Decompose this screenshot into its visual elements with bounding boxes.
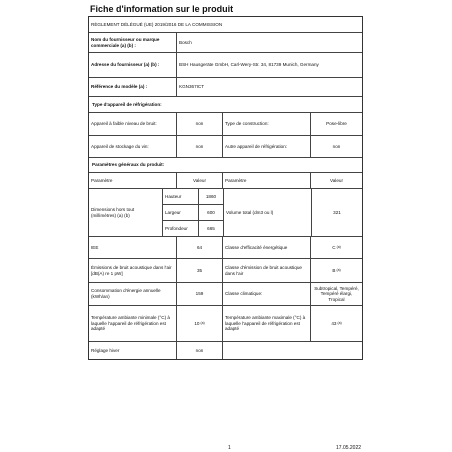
- wine-value: non: [177, 136, 223, 157]
- winter-empty: [223, 342, 362, 359]
- supplier-name-row: [89, 33, 362, 53]
- model-value: KGN367ICT: [179, 84, 205, 90]
- winter-label: Réglage hiver: [89, 342, 177, 359]
- tmin-label: Température ambiante minimale (°C) à laquelle l'appareil de réfrigération est adapté: [89, 306, 177, 341]
- tmax-note: (a): [337, 320, 342, 325]
- col-value-left: Valeur: [177, 173, 223, 188]
- regulation-text: RÈGLEMENT DÉLÉGUÉ (UE) 2019/2016 DE LA COMMISSION: [91, 21, 223, 27]
- supplier-address-row: [89, 53, 362, 78]
- climate-label: Classe climatique:: [223, 283, 311, 305]
- width-subrow: [163, 205, 223, 221]
- type-heading: Type d'appareil de réfrigération:: [92, 101, 162, 107]
- dimensions-label: Dimensions hors tout (millimètres) (a) (b): [89, 189, 163, 236]
- tmax-cell: [311, 306, 362, 341]
- volume-label: Volume total (dm3 ou l): [224, 189, 312, 236]
- height-subrow: [163, 189, 223, 205]
- type-row-1: [89, 113, 362, 136]
- type-heading-row: [89, 97, 362, 113]
- noise-value: 35: [177, 259, 223, 282]
- noise-class-cell: [311, 259, 362, 282]
- dimensions-row: [89, 189, 362, 237]
- supplier-address-value: BSH Hausgeräte GmbH, Carl-Wery-Str. 34, 81739 Munich, Germany: [179, 62, 319, 68]
- params-heading-row: [89, 158, 362, 173]
- climate-value: Subtropical, Tempéré, Tempéré élargi, Tropical: [314, 285, 359, 302]
- low-noise-value: non: [177, 113, 223, 135]
- eff-class-note: (a): [336, 244, 341, 249]
- noise-label: Émissions de bruit acoustique dans l'air [dB(A) re 1 pW]: [89, 259, 177, 282]
- tmax-label: Température ambiante maximale (°C) à laquelle l'appareil de réfrigération est adapté: [223, 306, 311, 341]
- other-value: non: [332, 143, 341, 149]
- depth-value: 665: [207, 225, 215, 231]
- eff-class-cell: [311, 237, 362, 258]
- supplier-name-value: Bosch: [179, 39, 192, 45]
- col-param-right: Paramètre: [223, 173, 311, 188]
- product-sheet-table: [88, 16, 363, 360]
- low-noise-label: Appareil à faible niveau de bruit:: [89, 113, 177, 135]
- consumption-value: 159: [177, 283, 223, 305]
- col-param-left: Paramètre: [89, 173, 177, 188]
- construction-label: Type de construction:: [223, 113, 311, 135]
- eff-class-value: C: [332, 244, 336, 250]
- temperature-row: [89, 306, 362, 342]
- tmax-value: 43: [331, 320, 337, 326]
- regulation-row: [89, 17, 362, 33]
- winter-row: [89, 342, 362, 359]
- supplier-name-label: Nom du fournisseur ou marque commerciale (a) (b) :: [89, 33, 177, 52]
- noise-class-label: Classe d'émission de bruit acoustique dans l'air: [223, 259, 311, 282]
- iee-label: IEE: [89, 237, 177, 258]
- footer-date: 17.05.2022: [336, 445, 362, 451]
- noise-class-value: B: [332, 267, 336, 273]
- params-header-row: [89, 173, 362, 189]
- height-value: 1860: [205, 193, 217, 199]
- dimensions-grid: [163, 189, 224, 236]
- width-label: Largeur: [163, 205, 199, 220]
- depth-subrow: [163, 221, 223, 236]
- model-row: [89, 78, 362, 97]
- tmin-cell: [177, 306, 223, 341]
- height-label: Hauteur: [163, 189, 199, 204]
- consumption-label: Consommation d'énergie annuelle (kWh/an): [89, 283, 177, 305]
- page-number: 1: [228, 445, 231, 451]
- tmin-value: 10: [194, 320, 200, 326]
- winter-value: non: [177, 342, 223, 359]
- iee-value: 64: [177, 237, 223, 258]
- other-label: Autre appareil de réfrigération:: [223, 136, 311, 157]
- wine-label: Appareil de stockage du vin:: [89, 136, 177, 157]
- noise-row: [89, 259, 362, 283]
- type-row-2: [89, 136, 362, 158]
- iee-row: [89, 237, 362, 259]
- page-title: Fiche d'information sur le produit: [90, 4, 234, 14]
- construction-value: Pose-libre: [326, 121, 347, 127]
- depth-label: Profondeur: [163, 221, 199, 236]
- col-value-right: Valeur: [330, 177, 343, 183]
- eff-class-label: Classe d'efficacité énergétique: [223, 237, 311, 258]
- tmin-note: (a): [200, 320, 205, 325]
- noise-class-note: (a): [336, 267, 341, 272]
- params-heading: Paramètres généraux du produit:: [92, 162, 165, 168]
- width-value: 600: [207, 209, 215, 215]
- model-label: Référence du modèle (a) :: [89, 78, 177, 96]
- supplier-address-label: Adresse du fournisseur (a) (b) :: [89, 53, 177, 77]
- volume-value: 321: [333, 209, 341, 215]
- consumption-row: [89, 283, 362, 306]
